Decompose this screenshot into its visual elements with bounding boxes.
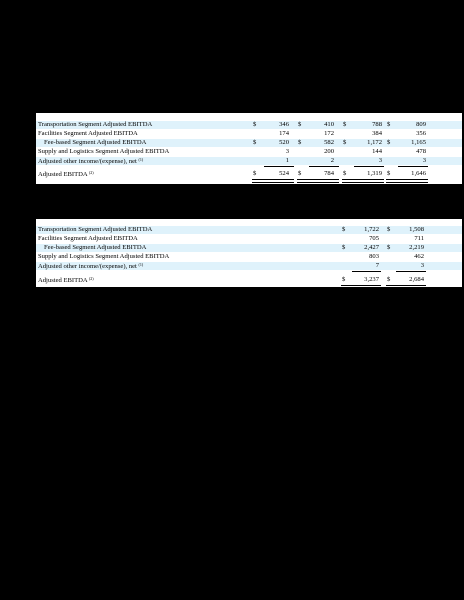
- table-cell: 346: [279, 121, 289, 128]
- row-label: [38, 277, 94, 285]
- currency-symbol: $: [253, 139, 257, 146]
- total-double-underline: [342, 179, 384, 183]
- currency-symbol: $: [298, 170, 302, 177]
- subtotal-underline: [354, 166, 384, 167]
- table-row: [36, 170, 462, 178]
- footnote-marker: (1): [138, 157, 144, 162]
- currency-symbol: $: [298, 139, 302, 146]
- table-cell: 705: [369, 235, 379, 242]
- currency-symbol: $: [387, 170, 391, 177]
- table-row: [36, 226, 462, 234]
- table-cell: 3: [378, 157, 382, 164]
- table-cell: 2,684: [409, 276, 424, 283]
- table-cell: 1,172: [367, 139, 382, 146]
- row-label: Facilities Segment Adjusted EBITDA: [38, 235, 138, 242]
- currency-symbol: $: [387, 121, 391, 128]
- table-cell: 384: [372, 130, 382, 137]
- table-row: [36, 148, 462, 156]
- table-cell: 356: [416, 130, 426, 137]
- currency-symbol: $: [387, 139, 391, 146]
- row-label-text: Adjusted other income/(expense), net: [38, 158, 137, 165]
- currency-symbol: $: [342, 276, 346, 283]
- table-cell: 3,237: [364, 276, 379, 283]
- footnote-marker: (1): [138, 262, 144, 267]
- currency-symbol: $: [298, 121, 302, 128]
- table-cell: 711: [414, 235, 424, 242]
- table-cell: 174: [279, 130, 289, 137]
- currency-symbol: $: [342, 244, 346, 251]
- table-cell: 2,427: [364, 244, 379, 251]
- table-row: [36, 262, 462, 270]
- table-cell: 784: [324, 170, 334, 177]
- segment-ebitda-table-annual: [36, 219, 462, 287]
- table-cell: 2,219: [409, 244, 424, 251]
- table-cell: 3: [422, 157, 426, 164]
- total-double-underline: [252, 179, 294, 183]
- table-cell: 2: [330, 157, 334, 164]
- table-cell: 1,646: [411, 170, 426, 177]
- row-label: Fee-based Segment Adjusted EBITDA: [44, 244, 147, 251]
- row-label: Fee-based Segment Adjusted EBITDA: [44, 139, 147, 146]
- subtotal-underline: [396, 271, 426, 272]
- row-label: Supply and Logistics Segment Adjusted EBITDA: [38, 253, 170, 260]
- currency-symbol: $: [387, 276, 391, 283]
- segment-ebitda-table-quarterly: [36, 113, 462, 184]
- total-double-underline: [386, 285, 426, 289]
- currency-symbol: $: [343, 170, 347, 177]
- table-row: [36, 235, 462, 243]
- table-cell: 1,508: [409, 226, 424, 233]
- table-row: [36, 121, 462, 129]
- footnote-marker: (2): [88, 170, 94, 175]
- table-cell: 809: [416, 121, 426, 128]
- table-cell: 462: [414, 253, 424, 260]
- total-double-underline: [386, 179, 428, 183]
- table-cell: 524: [279, 170, 289, 177]
- row-label: Transportation Segment Adjusted EBITDA: [38, 121, 153, 128]
- row-label: [38, 171, 94, 179]
- total-double-underline: [297, 179, 339, 183]
- table-cell: 3: [285, 148, 289, 155]
- currency-symbol: $: [253, 170, 257, 177]
- row-label: [38, 158, 143, 166]
- table-cell: 200: [324, 148, 334, 155]
- table-cell: 478: [416, 148, 426, 155]
- currency-symbol: $: [343, 139, 347, 146]
- table-row: [36, 139, 462, 147]
- table-cell: 144: [372, 148, 382, 155]
- subtotal-underline: [398, 166, 428, 167]
- table-cell: 7: [375, 262, 379, 269]
- table-cell: 582: [324, 139, 334, 146]
- table-row: [36, 276, 462, 284]
- row-label-text: Adjusted other income/(expense), net: [38, 263, 137, 270]
- table-row: [36, 253, 462, 261]
- table-cell: 3: [420, 262, 424, 269]
- currency-symbol: $: [343, 121, 347, 128]
- subtotal-underline: [309, 166, 339, 167]
- currency-symbol: $: [342, 226, 346, 233]
- currency-symbol: $: [387, 244, 391, 251]
- currency-symbol: $: [253, 121, 257, 128]
- table-cell: 1,165: [411, 139, 426, 146]
- row-label-text: Adjusted EBITDA: [38, 277, 88, 284]
- table-cell: 1,319: [367, 170, 382, 177]
- currency-symbol: $: [387, 226, 391, 233]
- total-double-underline: [341, 285, 381, 289]
- subtotal-underline: [264, 166, 294, 167]
- table-row: [36, 130, 462, 138]
- table-cell: 1,722: [364, 226, 379, 233]
- table-cell: 803: [369, 253, 379, 260]
- table-cell: 1: [285, 157, 289, 164]
- table-cell: 410: [324, 121, 334, 128]
- row-label: Facilities Segment Adjusted EBITDA: [38, 130, 138, 137]
- row-label: Transportation Segment Adjusted EBITDA: [38, 226, 153, 233]
- table-row: [36, 157, 462, 165]
- table-cell: 520: [279, 139, 289, 146]
- table-cell: 788: [372, 121, 382, 128]
- subtotal-underline: [352, 271, 381, 272]
- footnote-marker: (2): [88, 276, 94, 281]
- table-cell: 172: [324, 130, 334, 137]
- row-label: [38, 263, 143, 271]
- row-label-text: Adjusted EBITDA: [38, 171, 88, 178]
- table-row: [36, 244, 462, 252]
- row-label: Supply and Logistics Segment Adjusted EBITDA: [38, 148, 170, 155]
